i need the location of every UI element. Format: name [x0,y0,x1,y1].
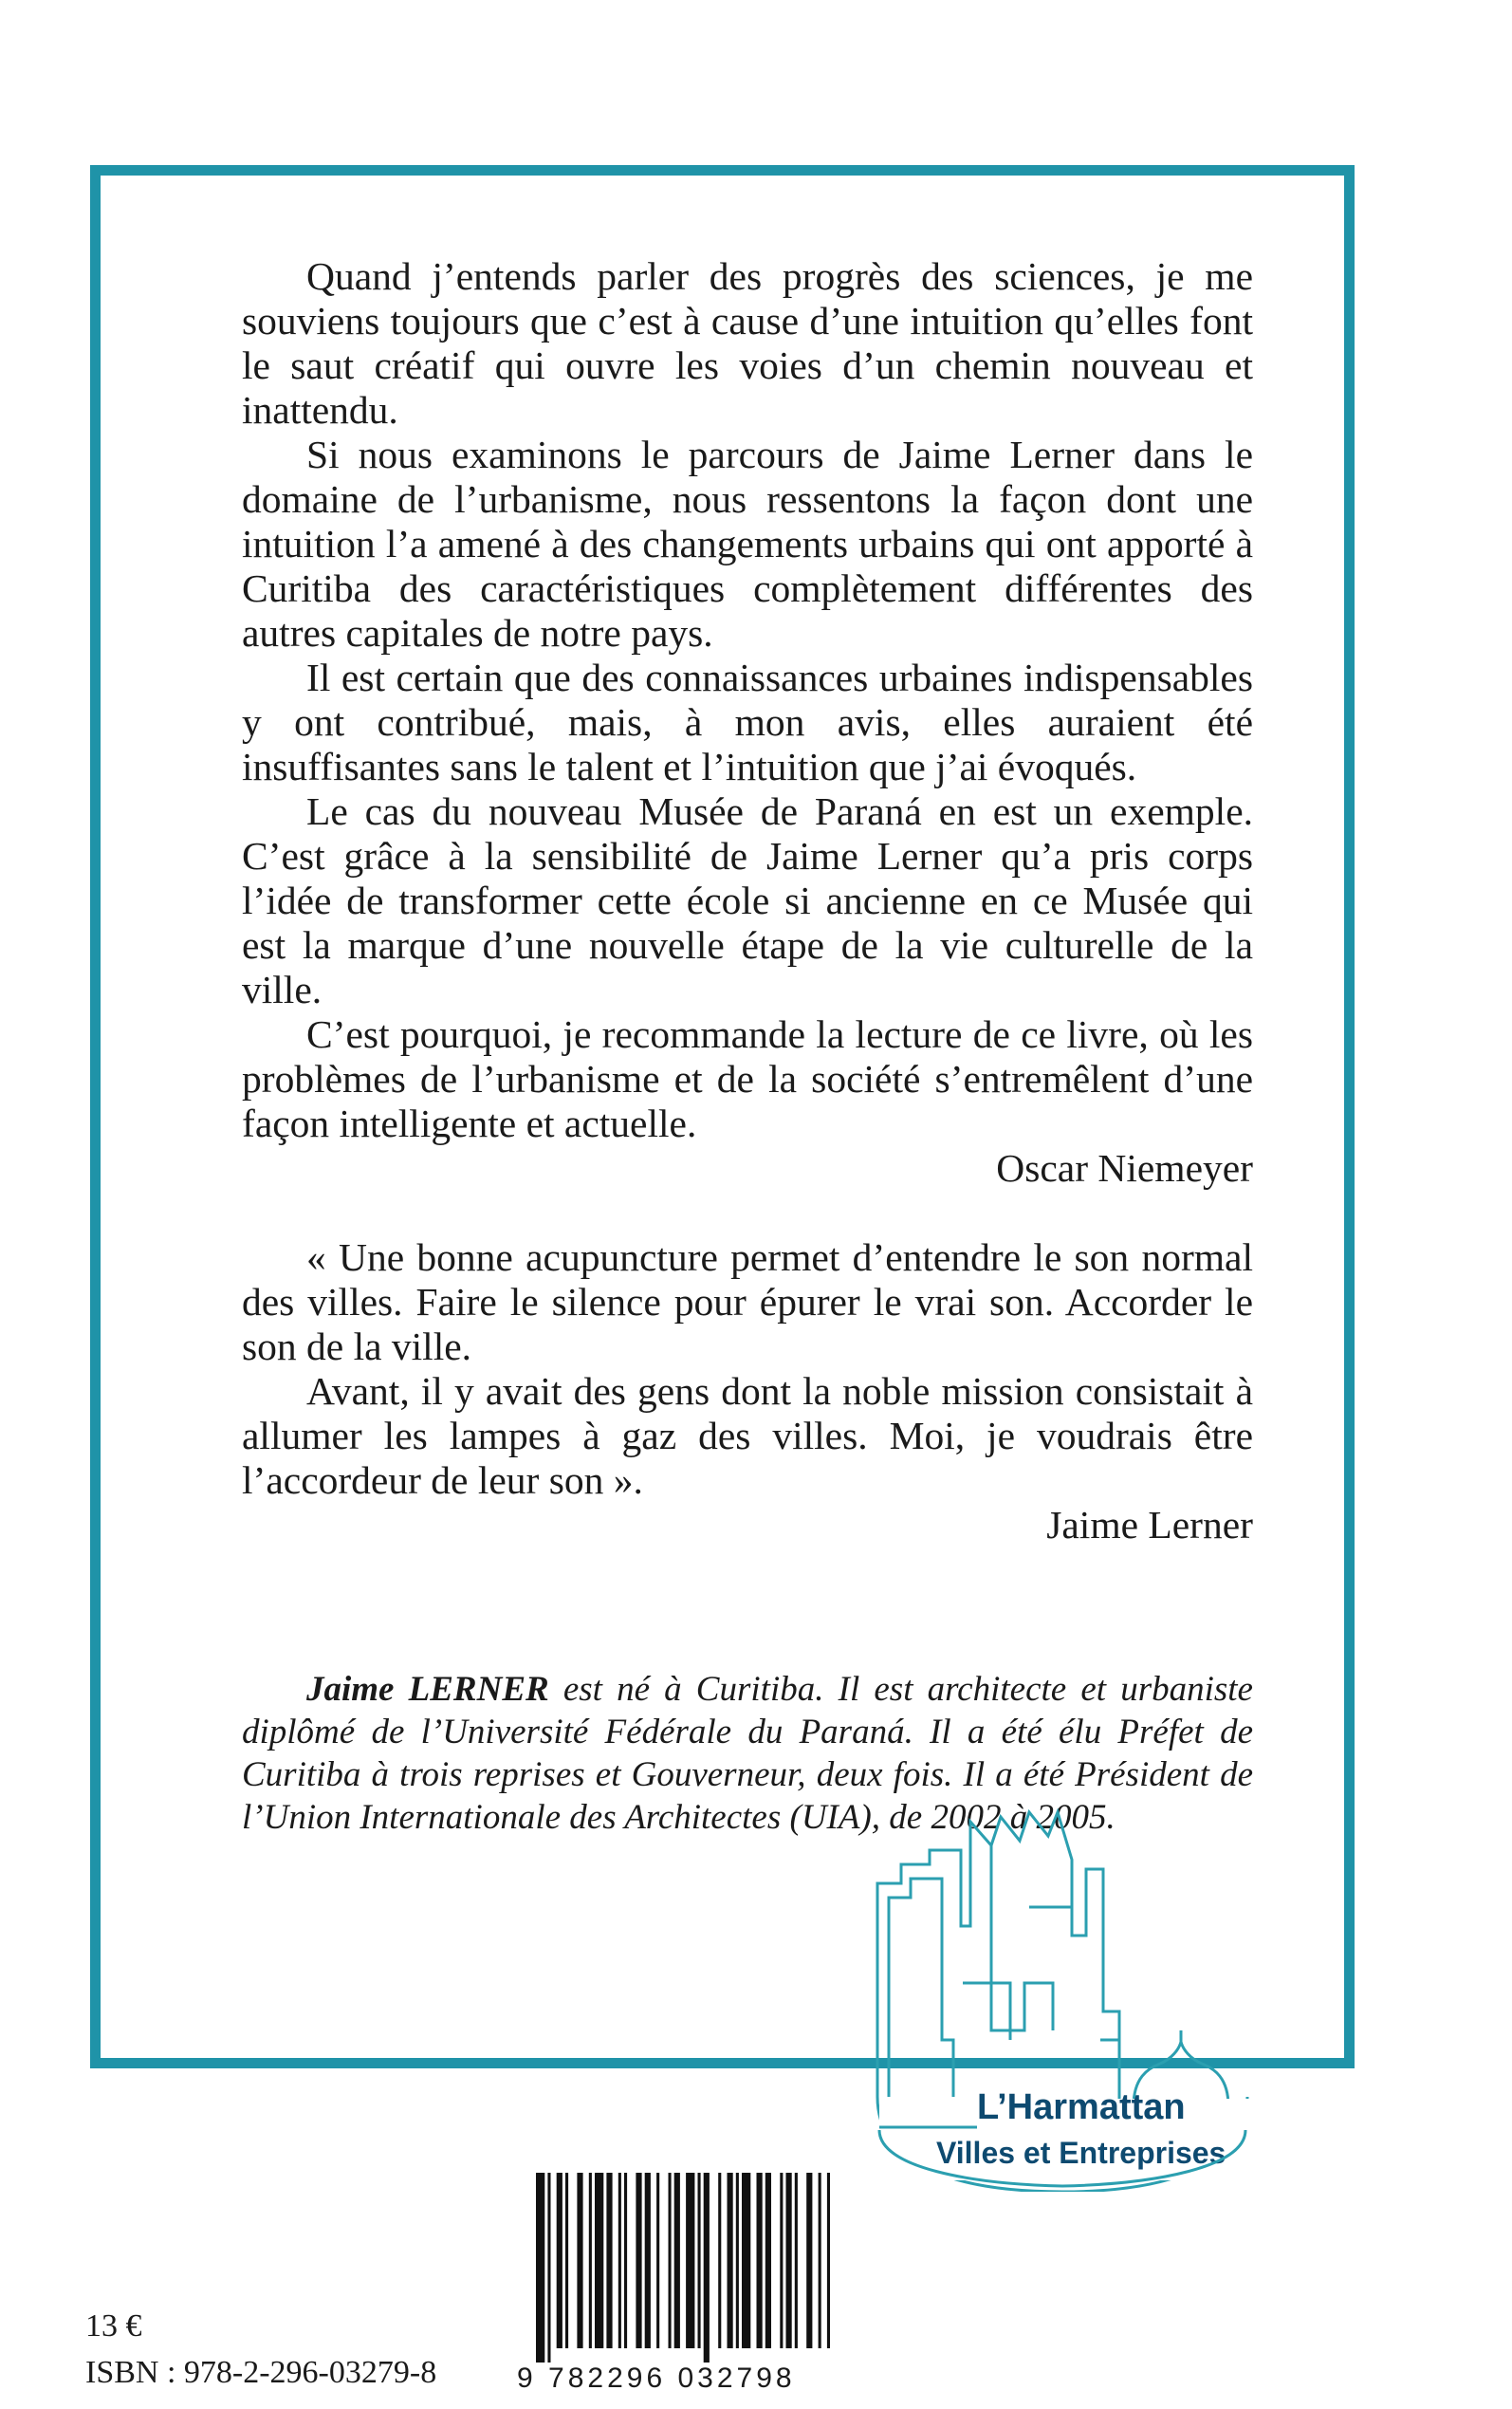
bio-text: est né à Curitiba. Il est architecte et urbaniste diplômé de l’Université Fédérale du Paraná. Il a été élu Préfet de Curitiba à trois reprises et Gouverneur, deux fois. Il a été Président de l’Union Internationale des Architectes (UIA), de 2002 à 2005. [242,1670,1253,1837]
collection-name: Villes et Entreprises [936,2136,1226,2170]
barcode-bar [795,2173,798,2348]
barcode-digits: 9 782296 032798 [517,2363,796,2394]
quote1-paragraph-2: Si nous examinons le parcours de Jaime Lerner dans le domaine de l’urbanisme, nous ressentons la façon dont une intuition l’a amené à des changements urbains qui ont apporté à Curitiba des caractéristiques complètement différentes des autres capitales de notre pays. [242,433,1253,655]
isbn: ISBN : 978-2-296-03279-8 [85,2355,437,2390]
barcode-bar [718,2173,721,2348]
barcode-bar [589,2173,592,2348]
bio-name: Jaime LERNER [306,1670,549,1709]
quote2-paragraph-2: Avant, il y avait des gens dont la noble mission consistait à allumer les lampes à gaz des villes. Moi, je voudrais être l’accordeur de leur son ». [242,1369,1253,1502]
barcode-bar [757,2173,763,2348]
barcode-bar [780,2173,783,2348]
quote1-author: Oscar Niemeyer [996,1146,1253,1190]
barcode-bar [728,2173,733,2348]
barcode-bar [806,2173,812,2348]
barcode-bar [786,2173,792,2348]
barcode-bar [819,2173,821,2348]
barcode-bar [557,2173,562,2348]
barcode-bar [674,2173,680,2348]
barcode-bar [765,2173,771,2348]
barcode-bar [645,2173,651,2348]
quote1-paragraph-3: Il est certain que des connaissances urbaines indispensables y ont contribué, mais, à mon avis, elles auraient été insuffisantes sans le talent et l’intuition que j’ai évoqués. [242,656,1253,788]
barcode-bar [704,2173,710,2363]
barcode-bars-icon [517,2173,844,2363]
barcode-bar [827,2173,830,2348]
publisher-name: L’Harmattan [977,2087,1186,2127]
barcode-bar [606,2173,612,2348]
barcode-bar [565,2173,568,2348]
quote1-paragraph-4: Le cas du nouveau Musée de Paraná en est un exemple. C’est grâce à la sensibilité de Jaime Lerner qu’a pris corps l’idée de transformer cette école si ancienne en ce Musée qui est la marque d’une nouvelle étape de la vie culturelle de la ville. [242,789,1253,1011]
barcode-bar [686,2173,694,2348]
barcode-bar [736,2173,739,2348]
skyline-outline-icon [877,1812,1119,2106]
barcode-bar [624,2173,627,2348]
barcode-bar [656,2173,659,2348]
quote-text-block [242,254,1253,1547]
section-spacer [242,1191,1253,1235]
price: 13 € [85,2308,142,2344]
quote1-paragraph-5: C’est pourquoi, je recommande la lecture de ce livre, où les problèmes de l’urbanisme et de la société s’entremêlent d’une façon intelligente et actuelle. [242,1012,1253,1145]
quote2-paragraph-1: « Une bonne acupuncture permet d’entendre le son normal des villes. Faire le silence pour épurer le vrai son. Accorder le son de la ville. [242,1235,1253,1368]
barcode-bar [742,2173,750,2348]
publisher-logo [858,1793,1266,2192]
barcode-bar [669,2173,672,2348]
quote1-paragraph-1: Quand j’entends parler des progrès des sciences, je me souviens toujours que c’est à cause d’une intuition qu’elles font le saut créatif qui ouvre les voies d’un chemin nouveau et inattendu. [242,254,1253,432]
barcode-bar [618,2173,621,2348]
barcode-bar [636,2173,641,2348]
barcode-bar [547,2173,550,2363]
barcode-bar [536,2173,544,2363]
barcode-bar [698,2173,701,2348]
quote2-author: Jaime Lerner [1046,1503,1253,1547]
barcode-bar [595,2173,603,2348]
barcode-bar [577,2173,582,2348]
barcode [517,2173,844,2400]
